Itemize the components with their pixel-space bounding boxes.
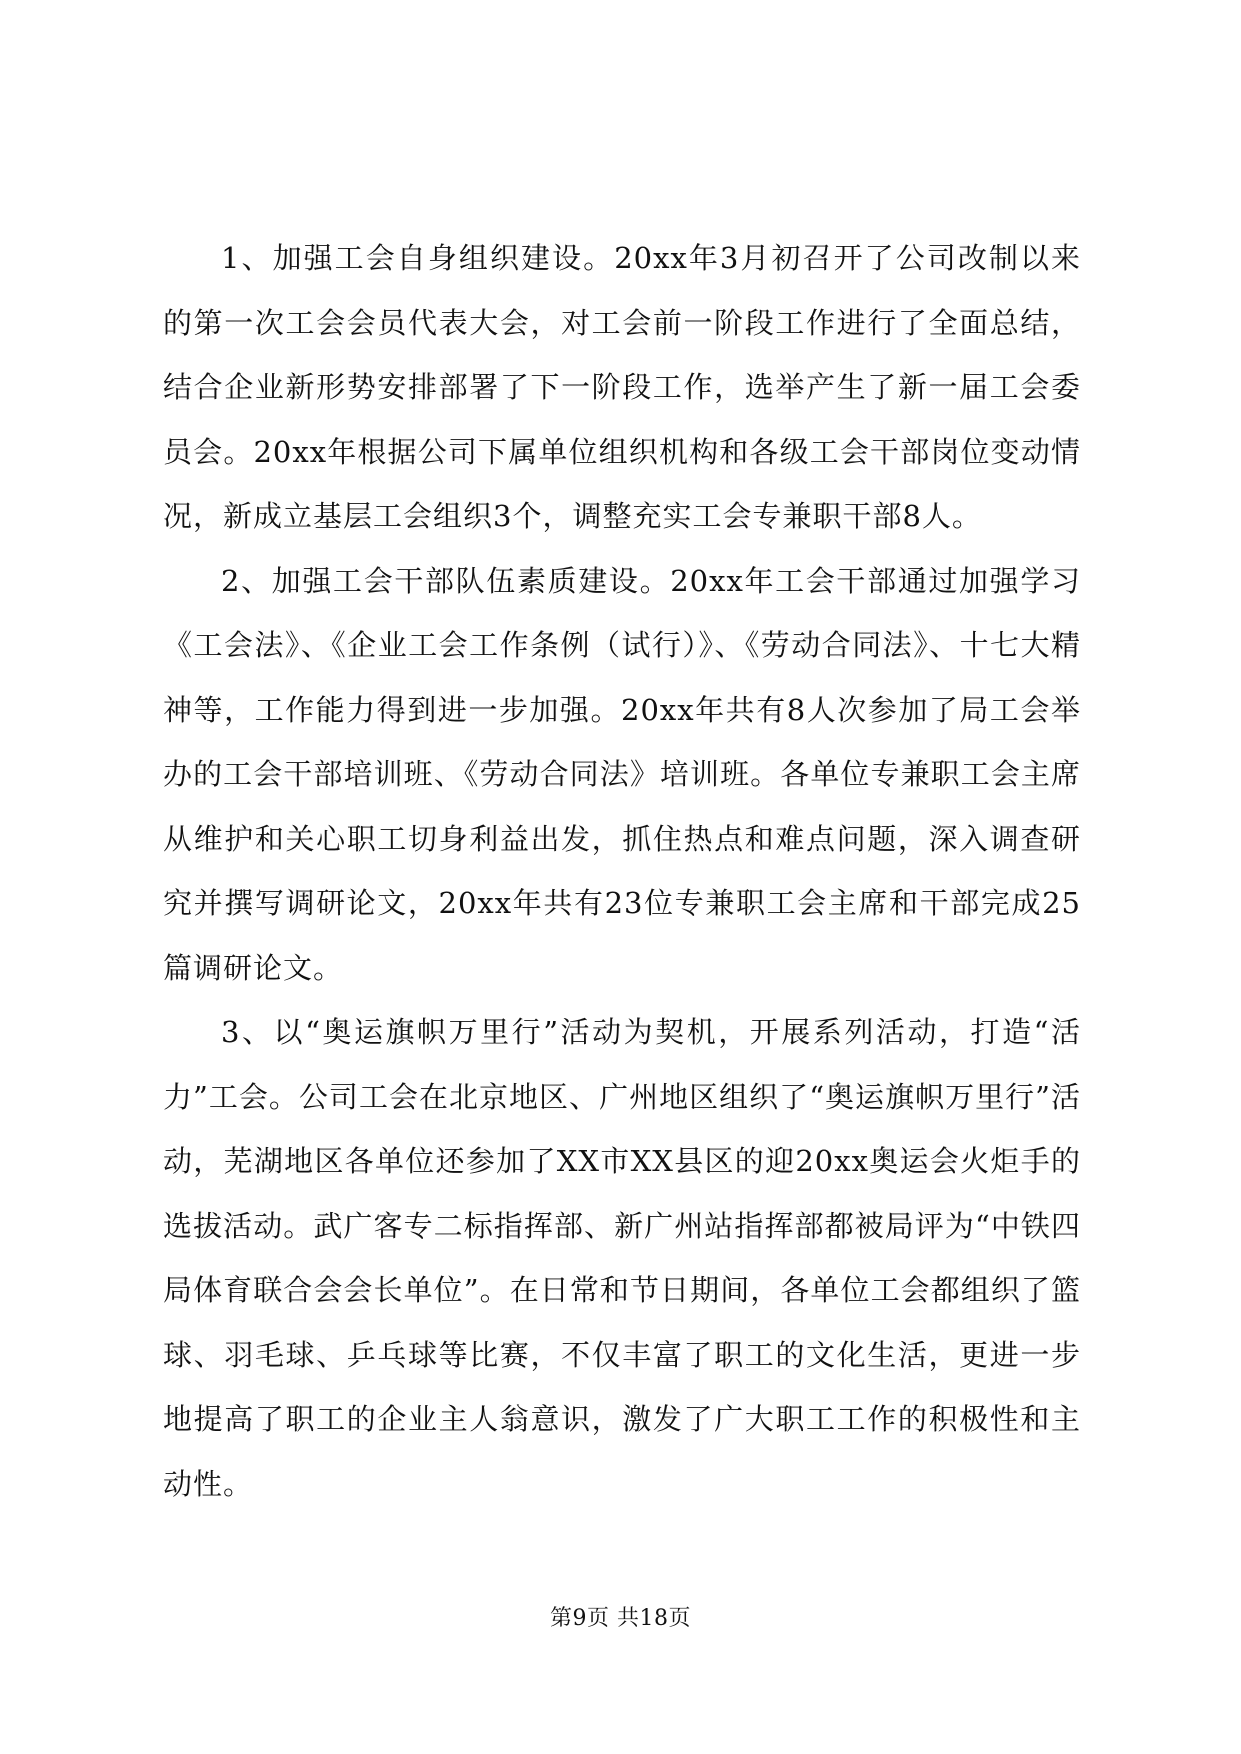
paragraph-1: 1、加强工会自身组织建设。20xx年3月初召开了公司改制以来的第一次工会会员代表大会，对工会前一阶段工作进行了全面总结，结合企业新形势安排部署了下一阶段工作，选举产生了新一届工会委员会。20xx年根据公司下属单位组织机构和各级工会干部岗位变动情况，新成立基层工会组织3个，调整充实工会专兼职干部8人。 xyxy=(163,241,1081,533)
paragraph-3: 3、以“奥运旗帜万里行”活动为契机，开展系列活动，打造“活力”工会。公司工会在北京地区、广州地区组织了“奥运旗帜万里行”活动，芜湖地区各单位还参加了XX市XX县区的迎20xx奥运会火炬手的选拔活动。武广客专二标指挥部、新广州站指挥部都被局评为“中铁四局体育联合会会长单位”。在日常和节日期间，各单位工会都组织了篮球、羽毛球、乒乓球等比赛，不仅丰富了职工的文化生活，更进一步地提高了职工的企业主人翁意识，激发了广大职工工作的积极性和主动性。 xyxy=(163,1015,1081,1501)
document-body xyxy=(163,226,1081,1516)
paragraph-2: 2、加强工会干部队伍素质建设。20xx年工会干部通过加强学习《工会法》、《企业工会工作条例（试行）》、《劳动合同法》、十七大精神等，工作能力得到进一步加强。20xx年共有8人次参加了局工会举办的工会干部培训班、《劳动合同法》培训班。各单位专兼职工会主席从维护和关心职工切身利益出发，抓住热点和难点问题，深入调查研究并撰写调研论文，20xx年共有23位专兼职工会主席和干部完成25篇调研论文。 xyxy=(163,563,1081,985)
page-number-footer: 第9页 共18页 xyxy=(550,1606,691,1631)
